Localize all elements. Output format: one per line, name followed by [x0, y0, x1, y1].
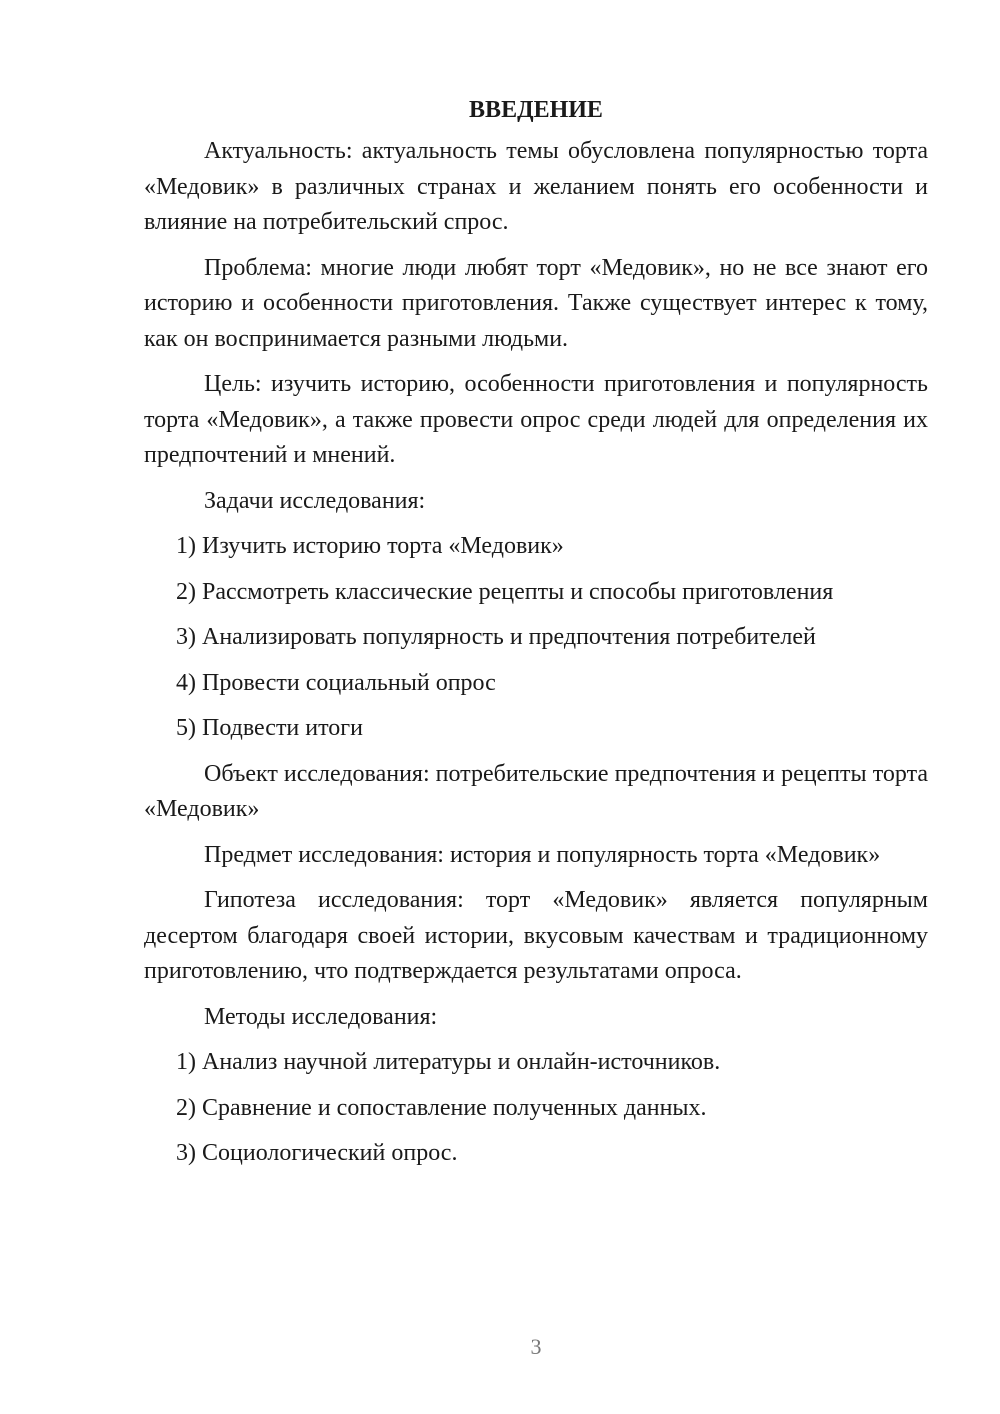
- list-item: 1) Анализ научной литературы и онлайн-источников.: [176, 1049, 721, 1075]
- list-item: 3) Социологический опрос.: [176, 1140, 458, 1166]
- list-item: 1) Изучить историю торта «Медовик»: [176, 533, 564, 559]
- paragraph-problem: Проблема: многие люди любят торт «Медовик», но не все знают его историю и особенности приготовления. Также существует интерес к тому, как он воспринимается разными людьми.: [144, 254, 928, 352]
- paragraph-subject: Предмет исследования: история и популярность торта «Медовик»: [204, 841, 881, 868]
- list-item: 3) Анализировать популярность и предпочтения потребителей: [176, 624, 816, 650]
- paragraph-tasks-intro: Задачи исследования:: [204, 487, 426, 514]
- heading-wrap: [144, 92, 928, 128]
- section-heading: ВВЕДЕНИЕ: [469, 97, 603, 123]
- methods-list: [144, 1045, 928, 1172]
- list-item: 2) Рассмотреть классические рецепты и способы приготовления: [176, 578, 834, 605]
- tasks-list: [144, 529, 928, 747]
- page-number: 3: [530, 1334, 542, 1359]
- page-content: [144, 92, 928, 1182]
- list-item: 4) Провести социальный опрос: [176, 669, 496, 696]
- paragraph-methods-intro: Методы исследования:: [204, 1003, 438, 1030]
- list-item: 2) Сравнение и сопоставление полученных данных.: [176, 1094, 707, 1121]
- paragraph-object: Объект исследования: потребительские предпочтения и рецепты торта «Медовик»: [144, 760, 928, 822]
- paragraph-hypothesis: Гипотеза исследования: торт «Медовик» является популярным десертом благодаря своей истории, вкусовым качествам и традиционному приготовлению, что подтверждается результатами опроса.: [144, 887, 928, 984]
- paragraph-goal: Цель: изучить историю, особенности приготовления и популярность торта «Медовик», а также провести опрос среди людей для определения их предпочтений и мнений.: [144, 371, 928, 468]
- list-item: 5) Подвести итоги: [176, 715, 363, 741]
- paragraph-relevance: Актуальность: актуальность темы обусловлена популярностью торта «Медовик» в различных странах и желанием понять его особенности и влияние на потребительский спрос.: [144, 138, 928, 235]
